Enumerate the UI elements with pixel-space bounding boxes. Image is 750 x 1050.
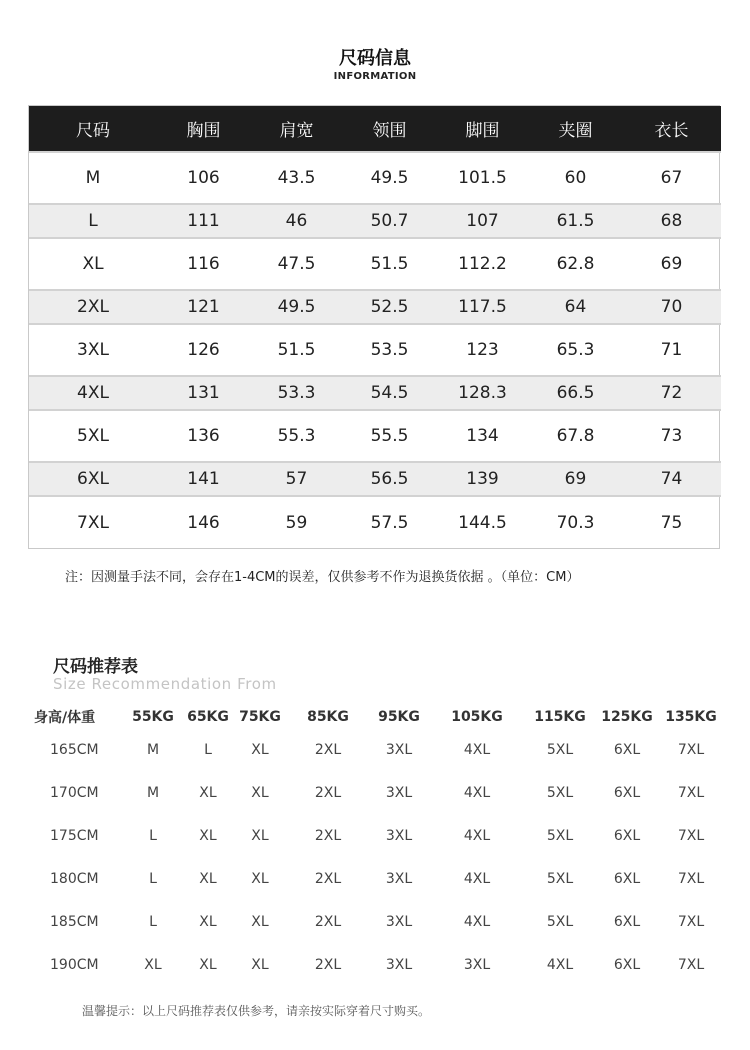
recommended-size-cell: 3XL bbox=[385, 870, 413, 887]
recommended-size-cell: 7XL bbox=[677, 741, 705, 758]
measurement-cell: 139 bbox=[436, 462, 529, 496]
measurement-cell: 51.5 bbox=[343, 238, 436, 290]
measurement-cell: 56.5 bbox=[343, 462, 436, 496]
weight-header: 85KG bbox=[307, 709, 349, 725]
recommended-size-cell: 5XL bbox=[546, 913, 574, 930]
recommended-size-cell: XL bbox=[251, 870, 269, 887]
recommendation-row bbox=[34, 728, 724, 771]
recommendation-header bbox=[34, 706, 724, 728]
recommendation-row bbox=[34, 814, 724, 857]
weight-header: 55KG bbox=[132, 709, 174, 725]
height-cell: 175CM bbox=[50, 827, 99, 844]
recommended-size-cell: 5XL bbox=[546, 827, 574, 844]
recommended-size-cell: 3XL bbox=[385, 741, 413, 758]
size-label-cell: 4XL bbox=[29, 376, 157, 410]
measurement-cell: 59 bbox=[250, 496, 343, 548]
measurement-cell: 62.8 bbox=[529, 238, 622, 290]
recommended-size-cell: XL bbox=[144, 956, 162, 973]
recommendation-row bbox=[34, 771, 724, 814]
measurement-cell: 117.5 bbox=[436, 290, 529, 324]
height-cell: 165CM bbox=[50, 741, 99, 758]
recommended-size-cell: 7XL bbox=[677, 827, 705, 844]
recommended-size-cell: XL bbox=[199, 784, 217, 801]
measurement-cell: 112.2 bbox=[436, 238, 529, 290]
recommended-size-cell: 6XL bbox=[613, 784, 641, 801]
measurement-cell: 131 bbox=[157, 376, 250, 410]
measurement-cell: 66.5 bbox=[529, 376, 622, 410]
measurement-cell: 69 bbox=[529, 462, 622, 496]
measurement-cell: 67 bbox=[622, 152, 721, 204]
measurement-cell: 72 bbox=[622, 376, 721, 410]
recommended-size-cell: 3XL bbox=[463, 956, 491, 973]
measurement-cell: 144.5 bbox=[436, 496, 529, 548]
measurement-cell: 55.5 bbox=[343, 410, 436, 462]
recommended-size-cell: 4XL bbox=[546, 956, 574, 973]
height-cell: 170CM bbox=[50, 784, 99, 801]
header-length: 衣长 bbox=[654, 121, 689, 141]
measurement-cell: 65.3 bbox=[529, 324, 622, 376]
weight-header: 135KG bbox=[665, 709, 717, 725]
size-label-cell: L bbox=[29, 204, 157, 238]
measurement-cell: 121 bbox=[157, 290, 250, 324]
measurement-cell: 54.5 bbox=[343, 376, 436, 410]
measurement-note: 注：因测量手法不同，会存在1-4CM的误差，仅供参考不作为退换货依据 。（单位：CM） bbox=[65, 570, 580, 585]
measurement-cell: 51.5 bbox=[250, 324, 343, 376]
header-hem: 脚围 bbox=[465, 121, 500, 141]
size-row bbox=[29, 204, 721, 238]
measurement-cell: 141 bbox=[157, 462, 250, 496]
measurement-cell: 53.3 bbox=[250, 376, 343, 410]
measurement-cell: 50.7 bbox=[343, 204, 436, 238]
recommended-size-cell: 6XL bbox=[613, 913, 641, 930]
measurement-cell: 64 bbox=[529, 290, 622, 324]
header-shoulder: 肩宽 bbox=[279, 121, 314, 141]
recommended-size-cell: 5XL bbox=[546, 741, 574, 758]
weight-header: 115KG bbox=[534, 709, 586, 725]
info-subtitle: INFORMATION bbox=[333, 71, 417, 82]
recommendation-title: 尺码推荐表 bbox=[53, 657, 138, 677]
size-label-cell: 6XL bbox=[29, 462, 157, 496]
recommended-size-cell: 3XL bbox=[385, 913, 413, 930]
measurement-cell: 111 bbox=[157, 204, 250, 238]
recommended-size-cell: 4XL bbox=[463, 827, 491, 844]
size-row bbox=[29, 152, 721, 204]
size-row bbox=[29, 462, 721, 496]
size-label-cell: M bbox=[29, 152, 157, 204]
recommended-size-cell: 2XL bbox=[314, 827, 342, 844]
recommended-size-cell: 5XL bbox=[546, 784, 574, 801]
recommended-size-cell: XL bbox=[199, 956, 217, 973]
measurement-cell: 55.3 bbox=[250, 410, 343, 462]
measurement-cell: 106 bbox=[157, 152, 250, 204]
size-label-cell: 7XL bbox=[29, 496, 157, 548]
measurement-cell: 70 bbox=[622, 290, 721, 324]
measurement-cell: 52.5 bbox=[343, 290, 436, 324]
recommendation-row bbox=[34, 900, 724, 943]
recommended-size-cell: 4XL bbox=[463, 784, 491, 801]
measurement-cell: 136 bbox=[157, 410, 250, 462]
recommendation-table bbox=[34, 706, 724, 986]
measurement-cell: 61.5 bbox=[529, 204, 622, 238]
measurement-cell: 49.5 bbox=[250, 290, 343, 324]
size-row bbox=[29, 290, 721, 324]
size-table-header bbox=[29, 106, 721, 152]
measurement-cell: 107 bbox=[436, 204, 529, 238]
recommended-size-cell: 3XL bbox=[385, 956, 413, 973]
recommended-size-cell: 7XL bbox=[677, 956, 705, 973]
recommendation-subtitle: Size Recommendation From bbox=[53, 675, 277, 693]
measurement-cell: 74 bbox=[622, 462, 721, 496]
measurement-cell: 101.5 bbox=[436, 152, 529, 204]
recommended-size-cell: 4XL bbox=[463, 870, 491, 887]
recommended-size-cell: M bbox=[146, 741, 160, 758]
recommended-size-cell: XL bbox=[199, 827, 217, 844]
recommended-size-cell: 2XL bbox=[314, 741, 342, 758]
header-armhole: 夹圈 bbox=[558, 121, 593, 141]
size-row bbox=[29, 376, 721, 410]
size-row bbox=[29, 410, 721, 462]
recommended-size-cell: XL bbox=[251, 956, 269, 973]
recommended-size-cell: 6XL bbox=[613, 827, 641, 844]
size-row bbox=[29, 324, 721, 376]
measurement-cell: 68 bbox=[622, 204, 721, 238]
recommended-size-cell: XL bbox=[251, 827, 269, 844]
size-label-cell: 3XL bbox=[29, 324, 157, 376]
weight-header: 125KG bbox=[601, 709, 653, 725]
recommended-size-cell: 5XL bbox=[546, 870, 574, 887]
measurement-cell: 75 bbox=[622, 496, 721, 548]
header-size: 尺码 bbox=[76, 121, 110, 141]
recommended-size-cell: 2XL bbox=[314, 784, 342, 801]
recommended-size-cell: 6XL bbox=[613, 956, 641, 973]
measurement-cell: 69 bbox=[622, 238, 721, 290]
recommended-size-cell: XL bbox=[199, 913, 217, 930]
measurement-cell: 71 bbox=[622, 324, 721, 376]
recommended-size-cell: L bbox=[149, 827, 157, 844]
size-label-cell: XL bbox=[29, 238, 157, 290]
recommendation-tip: 温馨提示：以上尺码推荐表仅供参考，请亲按实际穿着尺寸购买。 bbox=[82, 1004, 431, 1018]
recommended-size-cell: 7XL bbox=[677, 870, 705, 887]
info-title: 尺码信息 bbox=[339, 48, 411, 69]
measurement-cell: 116 bbox=[157, 238, 250, 290]
measurement-cell: 134 bbox=[436, 410, 529, 462]
measurement-cell: 128.3 bbox=[436, 376, 529, 410]
recommended-size-cell: 7XL bbox=[677, 784, 705, 801]
size-row bbox=[29, 238, 721, 290]
measurement-cell: 73 bbox=[622, 410, 721, 462]
measurement-cell: 70.3 bbox=[529, 496, 622, 548]
recommended-size-cell: XL bbox=[251, 913, 269, 930]
weight-header: 75KG bbox=[239, 709, 281, 725]
recommended-size-cell: 4XL bbox=[463, 913, 491, 930]
size-label-cell: 2XL bbox=[29, 290, 157, 324]
measurement-cell: 60 bbox=[529, 152, 622, 204]
weight-header: 65KG bbox=[187, 709, 229, 725]
recommended-size-cell: XL bbox=[251, 784, 269, 801]
measurement-cell: 67.8 bbox=[529, 410, 622, 462]
measurement-cell: 57 bbox=[250, 462, 343, 496]
measurement-cell: 53.5 bbox=[343, 324, 436, 376]
recommended-size-cell: L bbox=[149, 913, 157, 930]
size-label-cell: 5XL bbox=[29, 410, 157, 462]
size-table bbox=[28, 105, 720, 549]
recommended-size-cell: 2XL bbox=[314, 870, 342, 887]
measurement-cell: 46 bbox=[250, 204, 343, 238]
recommended-size-cell: M bbox=[146, 784, 160, 801]
recommendation-row bbox=[34, 943, 724, 986]
height-cell: 190CM bbox=[50, 956, 99, 973]
recommended-size-cell: 6XL bbox=[613, 870, 641, 887]
measurement-cell: 57.5 bbox=[343, 496, 436, 548]
measurement-cell: 49.5 bbox=[343, 152, 436, 204]
recommended-size-cell: 2XL bbox=[314, 913, 342, 930]
measurement-cell: 126 bbox=[157, 324, 250, 376]
recommended-size-cell: 3XL bbox=[385, 827, 413, 844]
recommended-size-cell: XL bbox=[199, 870, 217, 887]
recommended-size-cell: XL bbox=[251, 741, 269, 758]
measurement-cell: 123 bbox=[436, 324, 529, 376]
header-collar: 领围 bbox=[372, 121, 407, 141]
weight-header: 105KG bbox=[451, 709, 503, 725]
recommended-size-cell: L bbox=[204, 741, 212, 758]
height-cell: 180CM bbox=[50, 870, 99, 887]
recommended-size-cell: 2XL bbox=[314, 956, 342, 973]
recommended-size-cell: 4XL bbox=[463, 741, 491, 758]
measurement-cell: 146 bbox=[157, 496, 250, 548]
recommendation-row bbox=[34, 857, 724, 900]
size-row bbox=[29, 496, 721, 548]
height-cell: 185CM bbox=[50, 913, 99, 930]
recommended-size-cell: 6XL bbox=[613, 741, 641, 758]
weight-header: 95KG bbox=[378, 709, 420, 725]
measurement-cell: 43.5 bbox=[250, 152, 343, 204]
measurement-cell: 47.5 bbox=[250, 238, 343, 290]
recommended-size-cell: 7XL bbox=[677, 913, 705, 930]
corner-label: 身高/体重 bbox=[34, 710, 96, 726]
recommended-size-cell: 3XL bbox=[385, 784, 413, 801]
recommended-size-cell: L bbox=[149, 870, 157, 887]
header-chest: 胸围 bbox=[186, 121, 221, 141]
